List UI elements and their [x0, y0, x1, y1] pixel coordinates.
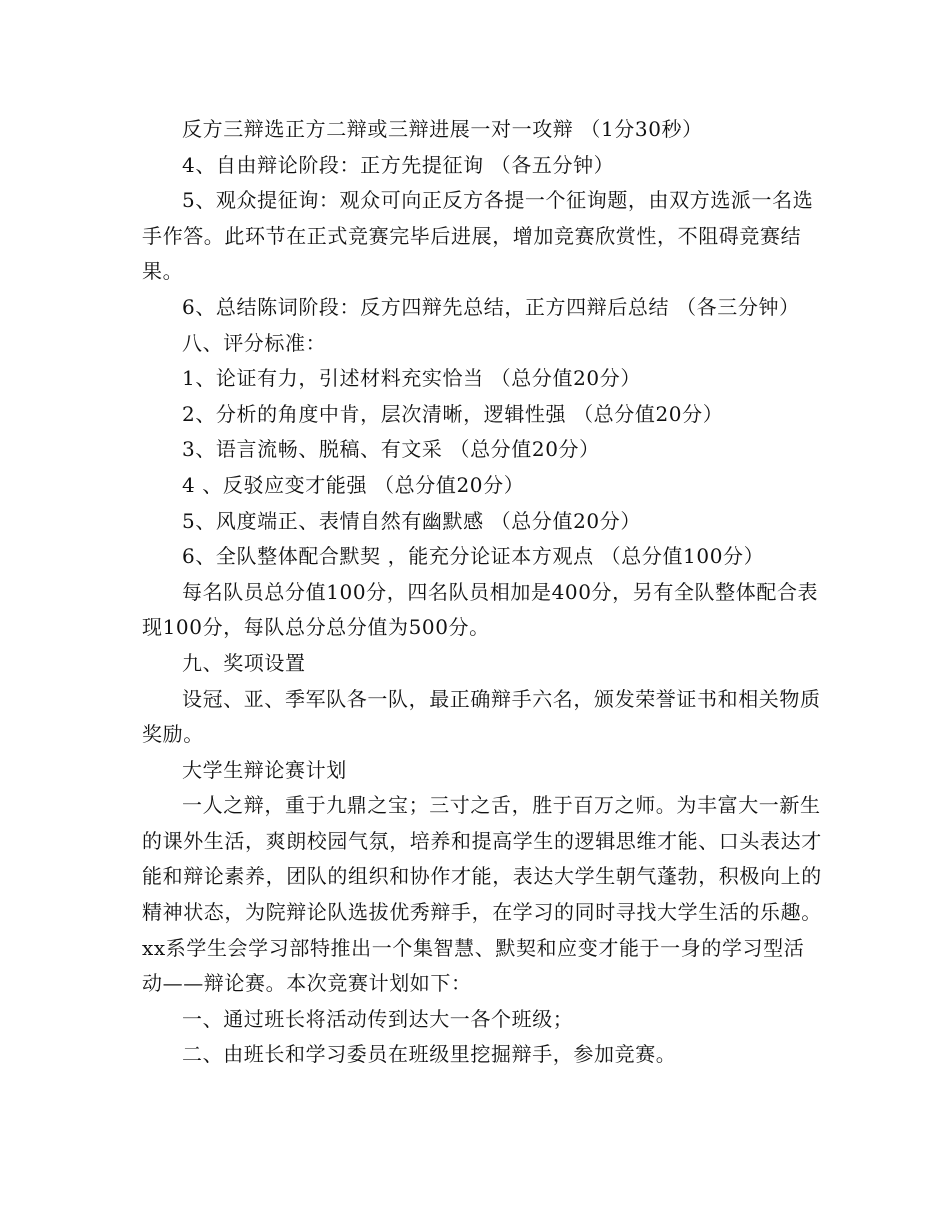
criterion-item-5: 5、风度端正、表情自然有幽默感 （总分值20分） — [182, 508, 641, 533]
criterion-item-6: 6、全队整体配合默契 ，能充分论证本方观点 （总分值100分） — [182, 544, 765, 569]
plan-step-1: 一、通过班长将活动传到达大一各个班级； — [182, 1006, 574, 1031]
paragraph-score-total: 每名队员总分值100分，四名队员相加是400分，另有全队整体配合表现100分，每队总分总分值为500分。 — [142, 579, 819, 640]
document-body — [142, 112, 822, 1073]
heading-debate-plan: 大学生辩论赛计划 — [182, 757, 347, 782]
heading-awards: 九、奖项设置 — [182, 650, 306, 675]
criterion-item-3: 3、语言流畅、脱稿、有文采 （总分值20分） — [182, 437, 600, 462]
criterion-item-4: 4 、反驳应变才能强 （总分值20分） — [182, 472, 525, 497]
criterion-item-1: 1、论证有力，引述材料充实恰当 （总分值20分） — [182, 366, 641, 391]
plan-step-2: 二、由班长和学习委员在班级里挖掘辩手，参加竞赛。 — [182, 1042, 677, 1067]
paragraph-awards: 设冠、亚、季军队各一队，最正确辩手六名，颁发荣誉证书和相关物质奖励。 — [142, 686, 821, 747]
paragraph-closing-statements: 6、总结陈词阶段：反方四辩先总结，正方四辩后总结 （各三分钟） — [182, 294, 800, 319]
paragraph-plan-intro: 一人之辩，重于九鼎之宝；三寸之舌，胜于百万之师。为丰富大一新生的课外生活，爽朗校园气氛，培养和提高学生的逻辑思维才能、口头表达才能和辩论素养，团队的组织和协作才能，表达大学生朝气蓬勃，积极向上的精神状态，为院辩论队选拔优秀辩手，在学习的同时寻找大学生活的乐趣。xx系学生会学习部特推出一个集智慧、默契和应变才能于一身的学习型活动——辩论赛。本次竞赛计划如下： — [142, 793, 822, 996]
paragraph-rebuttal-round: 反方三辩选正方二辩或三辩进展一对一攻辩 （1分30秒） — [182, 117, 703, 141]
heading-scoring-criteria: 八、评分标准： — [182, 330, 327, 355]
criterion-item-2: 2、分析的角度中肯，层次清晰，逻辑性强 （总分值20分） — [182, 401, 724, 426]
paragraph-free-debate: 4、自由辩论阶段：正方先提征询 （各五分钟） — [182, 152, 615, 177]
paragraph-audience-questions: 5、观众提征询：观众可向正反方各提一个征询题，由双方选派一名选手作答。此环节在正式竞赛完毕后进展，增加竞赛欣赏性，不阻碍竞赛结果。 — [142, 188, 814, 284]
